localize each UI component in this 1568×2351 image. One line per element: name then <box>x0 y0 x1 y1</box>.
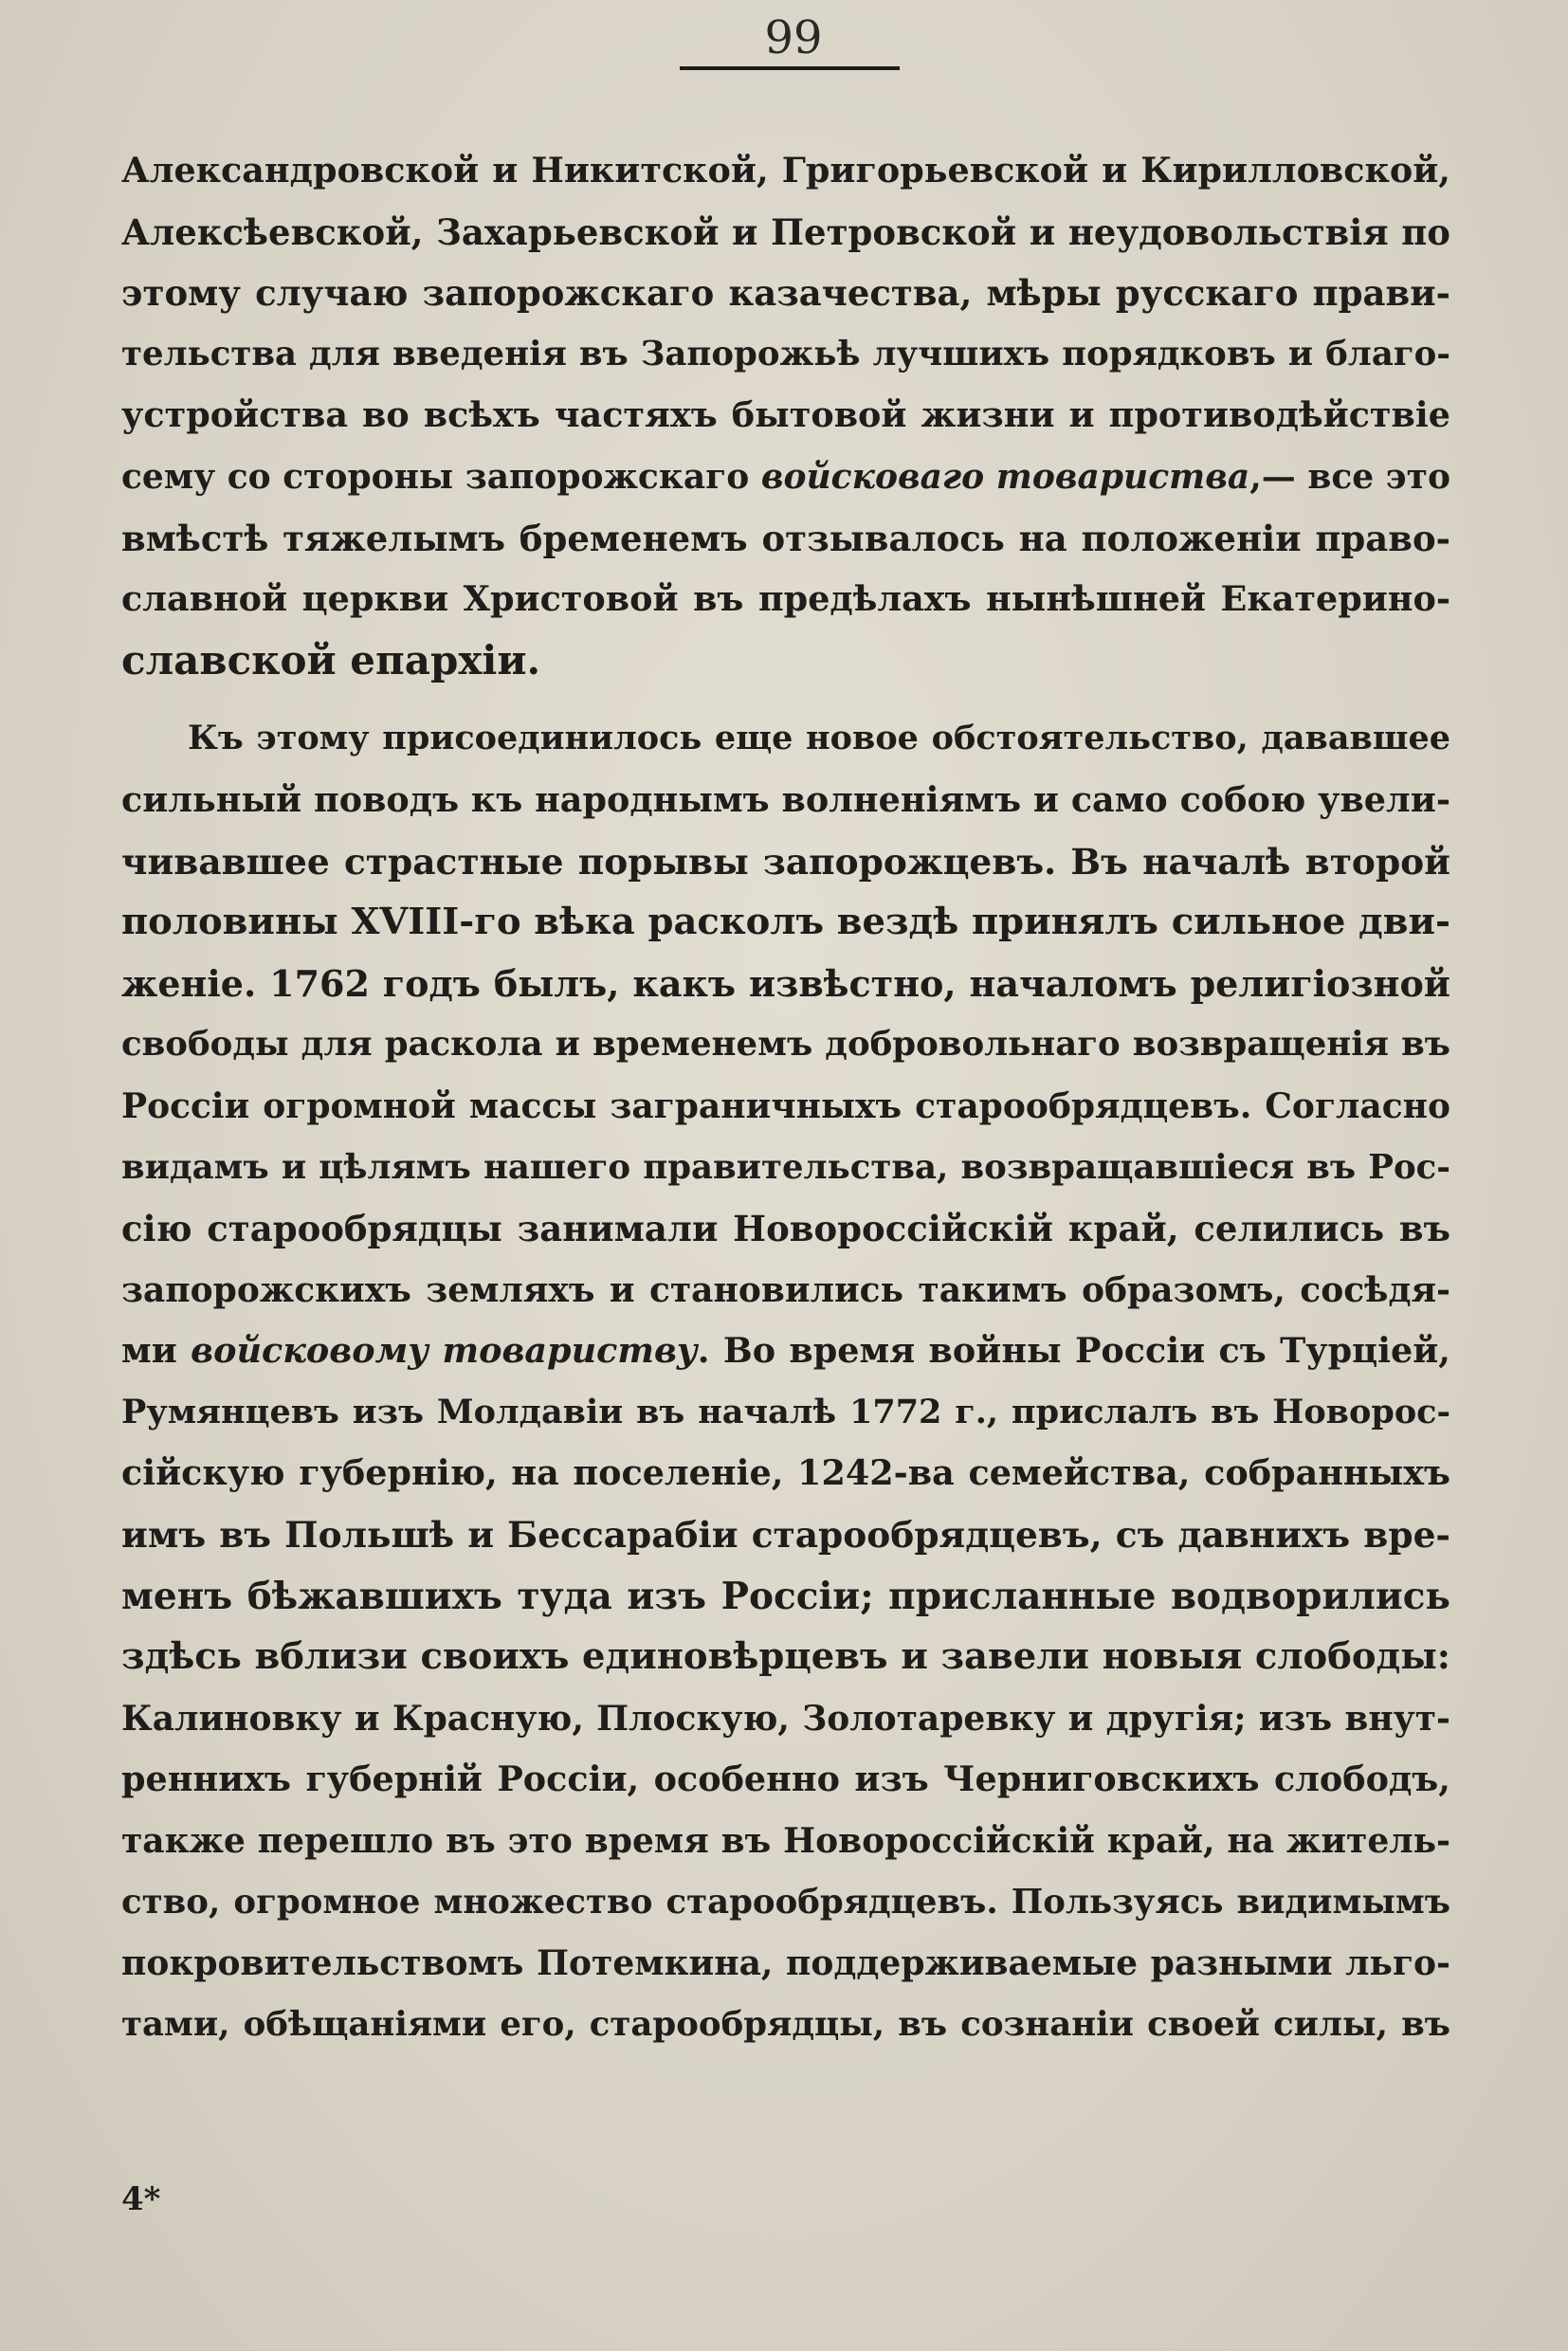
text-line: покровительствомъ Потемкина, поддерживаемые разными льго- <box>121 1943 1450 1984</box>
text-line: сильный поводъ къ народнымъ волненіямъ и само собою увели- <box>121 778 1450 820</box>
text-line: тельства для введенія въ Запорожьѣ лучшихъ порядковъ и благо- <box>121 334 1450 374</box>
text-line: женіе. 1762 годъ былъ, какъ извѣстно, началомъ религіозной <box>121 961 1450 1005</box>
paragraph-gap <box>121 691 1450 708</box>
text-line: половины XVIII-го вѣка расколъ вездѣ принялъ сильное дви- <box>121 901 1450 944</box>
text-line: ство, огромное множество старообрядцевъ. Пользуясь видимымъ <box>121 1882 1450 1922</box>
text-line: устройства во всѣхъ частяхъ бытовой жизни и противодѣйствіе <box>121 394 1450 436</box>
text-run: . Во время войны Россіи съ Турціей, <box>697 1330 1450 1372</box>
text-line: тами, обѣщаніями его, старообрядцы, въ сознаніи своей силы, въ <box>121 2004 1450 2044</box>
text-line: здѣсь вблизи своихъ единовѣрцевъ и завели новыя слободы: <box>121 1635 1450 1679</box>
text-line: чивавшее страстные порывы запорожцевъ. Въ началѣ второй <box>121 840 1450 883</box>
emphasis-run: войсковому товариству <box>191 1330 698 1372</box>
text-line <box>121 1321 1450 1382</box>
emphasis-run: войсковаго товариства <box>760 456 1250 497</box>
text-run: сему со стороны запорожскаго <box>121 456 761 497</box>
text-line: Калиновку и Красную, Плоскую, Золотаревку и другія; изъ внут- <box>121 1698 1450 1739</box>
text-line: Россіи огромной массы заграничныхъ старообрядцевъ. Согласно <box>121 1085 1450 1126</box>
text-line: также перешло въ это время въ Новороссійскій край, на житель- <box>121 1821 1450 1862</box>
text-line: запорожскихъ земляхъ и становились такимъ образомъ, сосѣдя- <box>121 1269 1450 1310</box>
signature-mark: 4* <box>121 2180 161 2218</box>
page-number-rule <box>680 66 900 70</box>
text-line: сію старообрядцы занимали Новороссійскій край, селились въ <box>121 1208 1450 1250</box>
text-run: ми <box>121 1330 191 1372</box>
text-line: славской епархіи. <box>121 636 541 683</box>
text-line: свободы для раскола и временемъ добровольнаго возвращенія въ <box>121 1025 1450 1065</box>
text-line: славной церкви Христовой въ предѣлахъ нынѣшней Екатерино- <box>121 578 1450 620</box>
text-line: реннихъ губерній Россіи, особенно изъ Черниговскихъ слободъ, <box>121 1759 1450 1800</box>
page-number: 99 <box>764 11 823 64</box>
text-run: ,— все это <box>1249 456 1450 497</box>
text-line: этому случаю запорожскаго казачества, мѣры русскаго прави- <box>121 272 1450 315</box>
text-line: имъ въ Польшѣ и Бессарабіи старообрядцевъ, съ давнихъ вре- <box>121 1514 1450 1557</box>
text-line: вмѣстѣ тяжелымъ бременемъ отзывалось на положеніи право- <box>121 517 1450 559</box>
text-line: сійскую губернію, на поселеніе, 1242-ва семейства, собранныхъ <box>121 1452 1450 1494</box>
text-line: видамъ и цѣлямъ нашего правительства, возвращавшіеся въ Рос- <box>121 1147 1450 1187</box>
text-line: менъ бѣжавшихъ туда изъ Россіи; присланные водворились <box>121 1574 1450 1618</box>
text-line: Румянцевъ изъ Молдавіи въ началѣ 1772 г., прислалъ въ Новорос- <box>121 1392 1450 1431</box>
text-line: Алексѣевской, Захарьевской и Петровской и неудовольствія по <box>121 210 1450 253</box>
text-line: Къ этому присоединилось еще новое обстоятельство, дававшее <box>188 719 1450 758</box>
text-line <box>121 447 1450 508</box>
text-line: Александровской и Никитской, Григорьевской и Кирилловской, <box>121 150 1450 191</box>
body-text <box>121 140 1450 2055</box>
